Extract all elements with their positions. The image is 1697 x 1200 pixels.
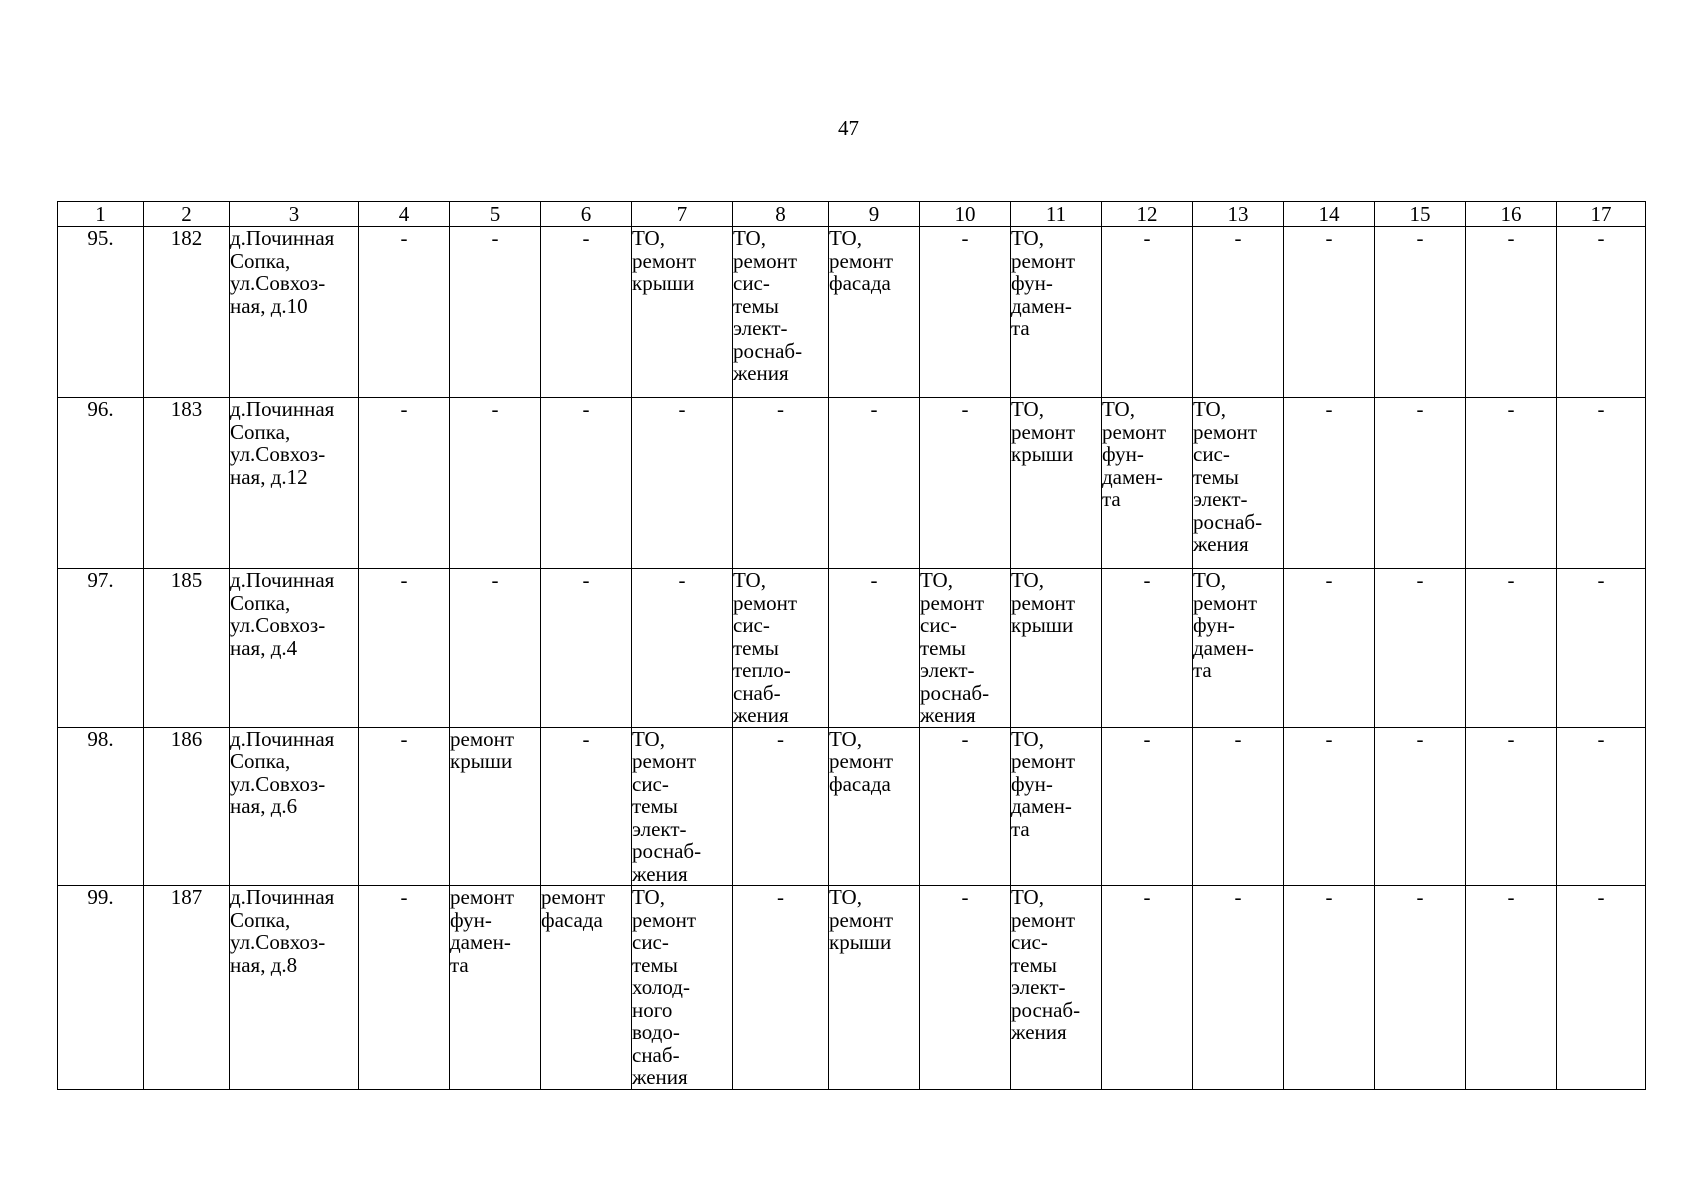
empty-cell bbox=[1466, 569, 1557, 728]
work-line: фун- bbox=[1102, 442, 1144, 466]
address-line: ул.Совхоз- bbox=[230, 613, 326, 637]
work-line: тепло- bbox=[733, 658, 791, 682]
empty-cell bbox=[1557, 227, 1646, 398]
empty-cell bbox=[1557, 727, 1646, 886]
work-line: ТО, bbox=[1011, 397, 1044, 421]
dash-mark: - bbox=[1597, 885, 1605, 909]
work-line: ремонт bbox=[632, 907, 697, 932]
address-line: д.Починная bbox=[230, 726, 335, 751]
column-header: 2 bbox=[144, 202, 230, 227]
empty-cell bbox=[1102, 727, 1193, 886]
work-line: сис- bbox=[733, 271, 770, 295]
work-line: та bbox=[1193, 658, 1212, 682]
address-line: Сопка, bbox=[230, 590, 291, 615]
work-line: ремонт bbox=[632, 248, 697, 273]
work-line: жения bbox=[1193, 532, 1249, 556]
empty-cell bbox=[1466, 886, 1557, 1090]
work-line: фун- bbox=[1011, 271, 1053, 295]
column-header: 9 bbox=[829, 202, 920, 227]
dash-mark: - bbox=[1325, 226, 1333, 250]
dash-mark: - bbox=[1143, 568, 1151, 592]
dash-mark: - bbox=[1234, 885, 1242, 909]
column-header: 10 bbox=[920, 202, 1011, 227]
address-line: ул.Совхоз- bbox=[230, 930, 326, 954]
empty-cell bbox=[541, 727, 632, 886]
work-line: ремонт bbox=[1193, 419, 1258, 444]
empty-cell bbox=[1466, 727, 1557, 886]
dash-mark: - bbox=[678, 568, 686, 592]
work-line: сис- bbox=[920, 613, 957, 637]
dash-mark: - bbox=[1416, 226, 1424, 250]
empty-cell bbox=[1284, 569, 1375, 728]
work-line: ТО, bbox=[1193, 568, 1226, 592]
work-line: крыши bbox=[1011, 442, 1074, 466]
work-cell bbox=[632, 727, 733, 886]
empty-cell bbox=[920, 398, 1011, 569]
work-line: сис- bbox=[1011, 930, 1048, 954]
work-line: фун- bbox=[450, 907, 492, 932]
work-cell bbox=[829, 886, 920, 1090]
work-line: ТО, bbox=[1011, 568, 1044, 592]
empty-cell bbox=[1466, 398, 1557, 569]
row-number: 96. bbox=[58, 398, 144, 569]
address-line: ная, д.12 bbox=[230, 464, 308, 489]
empty-cell bbox=[1557, 886, 1646, 1090]
work-line: роснаб- bbox=[920, 680, 990, 705]
work-cell bbox=[632, 227, 733, 398]
dash-mark: - bbox=[1325, 397, 1333, 421]
dash-mark: - bbox=[1143, 885, 1151, 909]
object-id: 182 bbox=[144, 227, 230, 398]
work-line: сис- bbox=[632, 930, 669, 954]
dash-mark: - bbox=[1416, 397, 1424, 421]
address-line: д.Починная bbox=[230, 568, 335, 592]
address-line: Сопка, bbox=[230, 907, 291, 932]
empty-cell bbox=[1375, 886, 1466, 1090]
work-line: темы bbox=[1011, 952, 1057, 977]
empty-cell bbox=[1193, 727, 1284, 886]
address-line: Сопка, bbox=[230, 248, 291, 273]
empty-cell bbox=[632, 398, 733, 569]
empty-cell bbox=[1375, 569, 1466, 728]
empty-cell bbox=[359, 398, 450, 569]
empty-cell bbox=[1193, 227, 1284, 398]
work-line: жения bbox=[632, 1065, 688, 1089]
work-cell bbox=[1011, 569, 1102, 728]
work-line: ремонт bbox=[733, 590, 798, 615]
empty-cell bbox=[1284, 398, 1375, 569]
empty-cell bbox=[1102, 569, 1193, 728]
work-line: ремонт bbox=[920, 590, 985, 615]
empty-cell bbox=[541, 398, 632, 569]
dash-mark: - bbox=[1507, 226, 1515, 250]
dash-mark: - bbox=[870, 397, 878, 421]
work-line: фун- bbox=[1011, 771, 1053, 796]
empty-cell bbox=[632, 569, 733, 728]
work-line: ТО, bbox=[1011, 226, 1044, 250]
empty-cell bbox=[359, 727, 450, 886]
address-line: д.Починная bbox=[230, 885, 335, 909]
empty-cell bbox=[450, 227, 541, 398]
column-header: 8 bbox=[733, 202, 829, 227]
work-line: темы bbox=[920, 635, 966, 660]
empty-cell bbox=[920, 886, 1011, 1090]
address-cell bbox=[230, 569, 359, 728]
work-cell bbox=[829, 227, 920, 398]
empty-cell bbox=[359, 569, 450, 728]
dash-mark: - bbox=[491, 226, 499, 250]
work-cell bbox=[733, 227, 829, 398]
work-cell bbox=[1011, 398, 1102, 569]
work-line: крыши bbox=[829, 930, 892, 954]
empty-cell bbox=[1102, 886, 1193, 1090]
work-line: ТО, bbox=[632, 885, 665, 909]
empty-cell bbox=[541, 569, 632, 728]
empty-cell bbox=[359, 886, 450, 1090]
work-line: ремонт bbox=[1011, 419, 1076, 444]
empty-cell bbox=[1102, 227, 1193, 398]
dash-mark: - bbox=[1507, 885, 1515, 909]
dash-mark: - bbox=[582, 568, 590, 592]
address-line: ул.Совхоз- bbox=[230, 771, 326, 796]
work-line: жения bbox=[920, 703, 976, 727]
column-header: 5 bbox=[450, 202, 541, 227]
column-header: 13 bbox=[1193, 202, 1284, 227]
dash-mark: - bbox=[1416, 726, 1424, 751]
work-line: ТО, bbox=[829, 726, 862, 751]
dash-mark: - bbox=[1507, 568, 1515, 592]
column-header: 3 bbox=[230, 202, 359, 227]
repair-schedule-table bbox=[57, 201, 1646, 1090]
table-row bbox=[58, 398, 1646, 569]
work-cell bbox=[632, 886, 733, 1090]
dash-mark: - bbox=[1234, 226, 1242, 250]
work-line: ремонт bbox=[1193, 590, 1258, 615]
work-line: та bbox=[1102, 487, 1121, 511]
dash-mark: - bbox=[491, 568, 499, 592]
work-line: дамен- bbox=[1011, 794, 1072, 818]
work-line: ТО, bbox=[733, 226, 766, 250]
work-cell bbox=[1193, 398, 1284, 569]
dash-mark: - bbox=[777, 397, 784, 421]
dash-mark: - bbox=[400, 226, 408, 250]
work-line: ремонт bbox=[1011, 907, 1076, 932]
dash-mark: - bbox=[1507, 726, 1515, 751]
address-line: д.Починная bbox=[230, 226, 335, 250]
work-cell bbox=[450, 727, 541, 886]
work-line: снаб- bbox=[733, 680, 781, 705]
work-line: темы bbox=[733, 293, 779, 318]
work-line: темы bbox=[733, 635, 779, 660]
dash-mark: - bbox=[582, 397, 590, 421]
dash-mark: - bbox=[1597, 726, 1605, 751]
work-line: роснаб- bbox=[733, 338, 803, 363]
work-line: жения bbox=[1011, 1020, 1067, 1044]
dash-mark: - bbox=[961, 885, 969, 909]
work-line: ремонт bbox=[450, 726, 515, 751]
work-line: ного bbox=[632, 997, 673, 1022]
empty-cell bbox=[733, 727, 829, 886]
column-header: 14 bbox=[1284, 202, 1375, 227]
empty-cell bbox=[450, 398, 541, 569]
work-line: ремонт bbox=[829, 749, 894, 773]
work-line: дамен- bbox=[1011, 293, 1072, 318]
address-cell bbox=[230, 398, 359, 569]
empty-cell bbox=[541, 227, 632, 398]
row-number: 99. bbox=[58, 886, 144, 1090]
dash-mark: - bbox=[678, 397, 686, 421]
empty-cell bbox=[1284, 727, 1375, 886]
work-cell bbox=[541, 886, 632, 1090]
work-line: ремонт bbox=[1102, 419, 1167, 444]
work-line: дамен- bbox=[1193, 635, 1254, 660]
empty-cell bbox=[1466, 227, 1557, 398]
work-line: сис- bbox=[1193, 442, 1230, 466]
work-line: та bbox=[450, 952, 469, 977]
work-line: элект- bbox=[632, 816, 687, 841]
work-line: крыши bbox=[1011, 613, 1074, 637]
address-line: ная, д.6 bbox=[230, 794, 298, 818]
work-cell bbox=[450, 886, 541, 1090]
empty-cell bbox=[1284, 227, 1375, 398]
row-number: 97. bbox=[58, 569, 144, 728]
work-line: ТО, bbox=[920, 568, 953, 592]
work-line: ремонт bbox=[1011, 248, 1076, 273]
work-line: сис- bbox=[733, 613, 770, 637]
work-line: водо- bbox=[632, 1020, 680, 1044]
object-id: 185 bbox=[144, 569, 230, 728]
dash-mark: - bbox=[961, 726, 969, 751]
address-line: д.Починная bbox=[230, 397, 335, 421]
work-line: та bbox=[1011, 816, 1030, 841]
row-number: 95. bbox=[58, 227, 144, 398]
dash-mark: - bbox=[582, 726, 590, 751]
address-line: ная, д.10 bbox=[230, 293, 308, 318]
work-line: ремонт bbox=[733, 248, 798, 273]
column-header: 12 bbox=[1102, 202, 1193, 227]
dash-mark: - bbox=[400, 568, 408, 592]
address-line: Сопка, bbox=[230, 749, 291, 773]
table-row bbox=[58, 886, 1646, 1090]
object-id: 187 bbox=[144, 886, 230, 1090]
work-line: ТО, bbox=[1102, 397, 1135, 421]
work-line: ТО, bbox=[1193, 397, 1226, 421]
object-id: 183 bbox=[144, 398, 230, 569]
dash-mark: - bbox=[1597, 397, 1605, 421]
work-line: фасада bbox=[829, 771, 891, 796]
work-line: роснаб- bbox=[1193, 509, 1263, 534]
page-number: 47 bbox=[838, 116, 859, 140]
dash-mark: - bbox=[1597, 226, 1605, 250]
dash-mark: - bbox=[777, 726, 784, 751]
work-cell bbox=[1102, 398, 1193, 569]
work-line: холод- bbox=[632, 975, 690, 999]
work-line: жения bbox=[733, 361, 789, 385]
work-line: элект- bbox=[1011, 975, 1066, 999]
work-cell bbox=[920, 569, 1011, 728]
work-line: темы bbox=[632, 794, 678, 818]
work-cell bbox=[1011, 727, 1102, 886]
dash-mark: - bbox=[400, 885, 408, 909]
empty-cell bbox=[1284, 886, 1375, 1090]
work-line: дамен- bbox=[1102, 464, 1163, 489]
dash-mark: - bbox=[1234, 726, 1242, 751]
work-line: ремонт bbox=[829, 248, 894, 273]
empty-cell bbox=[359, 227, 450, 398]
address-line: ная, д.8 bbox=[230, 952, 298, 977]
work-line: та bbox=[1011, 316, 1030, 340]
dash-mark: - bbox=[1143, 726, 1151, 751]
work-line: ремонт bbox=[632, 749, 697, 773]
work-cell bbox=[1193, 569, 1284, 728]
dash-mark: - bbox=[870, 568, 878, 592]
table-row bbox=[58, 569, 1646, 728]
empty-cell bbox=[733, 398, 829, 569]
work-line: ТО, bbox=[632, 726, 665, 751]
work-line: ТО, bbox=[1011, 885, 1044, 909]
empty-cell bbox=[920, 727, 1011, 886]
empty-cell bbox=[1375, 398, 1466, 569]
work-line: жения bbox=[733, 703, 789, 727]
column-number-header bbox=[58, 202, 1646, 227]
work-line: ремонт bbox=[1011, 749, 1076, 773]
column-header: 6 bbox=[541, 202, 632, 227]
work-line: темы bbox=[1193, 464, 1239, 489]
column-header: 16 bbox=[1466, 202, 1557, 227]
column-header: 11 bbox=[1011, 202, 1102, 227]
dash-mark: - bbox=[1507, 397, 1515, 421]
work-line: ТО, bbox=[733, 568, 766, 592]
work-line: фасада bbox=[541, 907, 603, 932]
work-line: ремонт bbox=[541, 885, 606, 909]
address-cell bbox=[230, 727, 359, 886]
empty-cell bbox=[829, 398, 920, 569]
address-line: ул.Совхоз- bbox=[230, 442, 326, 466]
work-line: ТО, bbox=[829, 885, 862, 909]
work-line: фун- bbox=[1193, 613, 1235, 637]
dash-mark: - bbox=[961, 226, 969, 250]
work-line: крыши bbox=[450, 749, 513, 773]
address-cell bbox=[230, 886, 359, 1090]
empty-cell bbox=[920, 227, 1011, 398]
work-line: снаб- bbox=[632, 1042, 680, 1067]
dash-mark: - bbox=[1325, 885, 1333, 909]
column-header: 7 bbox=[632, 202, 733, 227]
work-line: ТО, bbox=[829, 226, 862, 250]
dash-mark: - bbox=[1597, 568, 1605, 592]
address-line: Сопка, bbox=[230, 419, 291, 444]
dash-mark: - bbox=[1325, 726, 1333, 751]
address-line: ул.Совхоз- bbox=[230, 271, 326, 295]
work-line: ТО, bbox=[632, 226, 665, 250]
work-line: ремонт bbox=[1011, 590, 1076, 615]
work-line: ремонт bbox=[450, 885, 515, 909]
address-line: ная, д.4 bbox=[230, 635, 298, 660]
empty-cell bbox=[450, 569, 541, 728]
column-header: 15 bbox=[1375, 202, 1466, 227]
work-line: роснаб- bbox=[632, 839, 702, 863]
work-line: ТО, bbox=[1011, 726, 1044, 751]
column-header: 4 bbox=[359, 202, 450, 227]
work-line: элект- bbox=[1193, 487, 1248, 511]
dash-mark: - bbox=[961, 397, 969, 421]
dash-mark: - bbox=[400, 726, 408, 751]
dash-mark: - bbox=[1143, 226, 1151, 250]
empty-cell bbox=[1557, 398, 1646, 569]
object-id: 186 bbox=[144, 727, 230, 886]
work-line: крыши bbox=[632, 271, 695, 295]
dash-mark: - bbox=[1416, 568, 1424, 592]
dash-mark: - bbox=[491, 397, 499, 421]
work-line: фасада bbox=[829, 271, 891, 295]
row-number: 98. bbox=[58, 727, 144, 886]
table-row bbox=[58, 727, 1646, 886]
work-line: элект- bbox=[733, 316, 788, 340]
work-line: жения bbox=[632, 861, 688, 886]
empty-cell bbox=[1557, 569, 1646, 728]
empty-cell bbox=[1375, 727, 1466, 886]
empty-cell bbox=[1193, 886, 1284, 1090]
dash-mark: - bbox=[1325, 568, 1333, 592]
work-line: темы bbox=[632, 952, 678, 977]
empty-cell bbox=[733, 886, 829, 1090]
work-cell bbox=[829, 727, 920, 886]
dash-mark: - bbox=[777, 885, 784, 909]
work-line: сис- bbox=[632, 771, 669, 796]
work-cell bbox=[1011, 886, 1102, 1090]
address-cell bbox=[230, 227, 359, 398]
dash-mark: - bbox=[400, 397, 408, 421]
column-header: 1 bbox=[58, 202, 144, 227]
empty-cell bbox=[1375, 227, 1466, 398]
dash-mark: - bbox=[582, 226, 590, 250]
column-header: 17 bbox=[1557, 202, 1646, 227]
work-line: ремонт bbox=[829, 907, 894, 932]
dash-mark: - bbox=[1416, 885, 1424, 909]
work-line: элект- bbox=[920, 658, 975, 682]
work-line: дамен- bbox=[450, 930, 511, 954]
work-cell bbox=[733, 569, 829, 728]
empty-cell bbox=[829, 569, 920, 728]
work-cell bbox=[1011, 227, 1102, 398]
work-line: роснаб- bbox=[1011, 997, 1081, 1022]
table-row bbox=[58, 227, 1646, 398]
